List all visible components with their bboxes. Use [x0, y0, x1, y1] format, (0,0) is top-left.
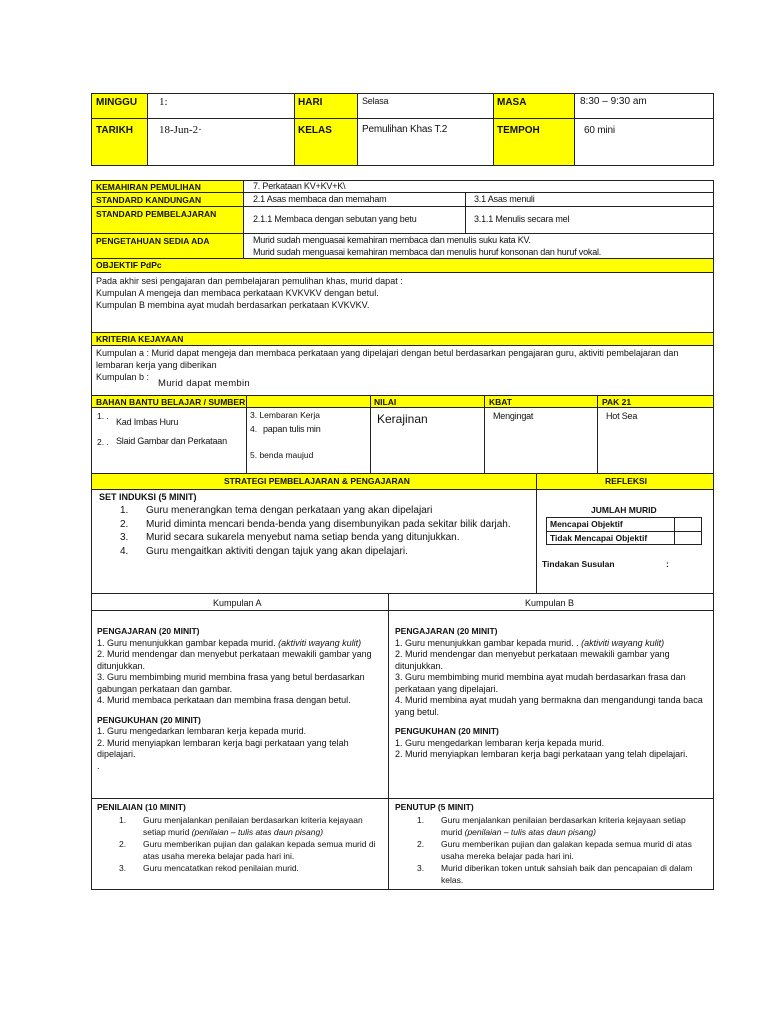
kumpulan-a-pengajaran-title: PENGAJARAN (20 MINIT) — [97, 626, 200, 636]
jumlah-murid-label: JUMLAH MURID — [591, 505, 657, 515]
induksi-item: 1. Guru menerangkan tema dengan perkataan yang akan dipelajari — [120, 505, 433, 516]
standard-kandungan-label: STANDARD KANDUNGAN — [96, 195, 202, 205]
tempoh-label: TEMPOH — [497, 125, 540, 136]
sp-value-2: 3.1.1 Menulis secara mel — [474, 214, 570, 224]
tidak-mencapai-label: Tidak Mencapai Objektif — [550, 533, 648, 543]
kumpulan-b-pengukuhan-title: PENGUKUHAN (20 MINIT) — [395, 726, 499, 736]
kumpulan-b-p3: 3. Guru membimbing murid membina ayat mudah berdasarkan frasa dan perkataan yang dipelajari. — [395, 672, 686, 694]
kumpulan-a-p4: 4. Murid membaca perkataan dan membina frasa dengan betul. — [97, 695, 351, 705]
bbs-item-4-num: 4. — [250, 424, 258, 434]
kelas-label: KELAS — [298, 125, 332, 136]
kbat-label: KBAT — [489, 397, 512, 407]
nilai-value: Kerajinan — [377, 412, 428, 426]
penilaian-item: 2. Guru memberikan pujian dan galakan kepada semua murid di atas usaha mereka belajar pada hari ini. — [119, 839, 376, 861]
kumpulan-b-u1: 1. Guru mengedarkan lembaran kerja kepada murid. — [395, 737, 605, 748]
sk-value-2: 3.1 Asas menuli — [474, 194, 535, 204]
pak21-value: Hot Sea — [606, 411, 638, 421]
kriteria-line-3-label: Kumpulan b : — [96, 372, 150, 382]
set-induksi-title: SET INDUKSI (5 MINIT) — [99, 492, 197, 502]
strategi-label: STRATEGI PEMBELAJARAN & PENGAJARAN — [224, 476, 410, 486]
kumpulan-a-p1: 1. Guru menunjukkan gambar kepada murid. (aktiviti wayang kulit) — [97, 637, 362, 648]
tindakan-susulan-label: Tindakan Susulan — [542, 559, 615, 569]
kumpulan-b-p1: 1. Guru menunjukkan gambar kepada murid. . (aktiviti wayang kulit) — [395, 637, 665, 648]
tidak-mencapai-count-field[interactable] — [676, 533, 700, 543]
masa-label: MASA — [497, 97, 527, 108]
bbs-item-2-num: 2. . — [97, 437, 109, 447]
kumpulan-a-title: Kumpulan A — [213, 598, 262, 608]
tempoh-value: 60 mini — [584, 125, 615, 136]
kbat-value: Mengingat — [493, 411, 534, 421]
kriteria-line-3-value: Murid dapat membin — [158, 378, 250, 389]
tarikh-value: 18-Jun-2· — [159, 124, 202, 136]
bbs-label: BAHAN BANTU BELAJAR / SUMBER — [96, 397, 246, 407]
kumpulan-a-p2: 2. Murid mendengar dan menyebut perkataan mewakili gambar yang ditunjukkan. — [97, 649, 372, 671]
objektif-label: OBJEKTIF PdPc — [96, 260, 162, 270]
hari-value: Selasa — [362, 96, 389, 106]
kumpulan-a-pengajaran — [97, 626, 386, 772]
kelas-value: Pemulihan Khas T.2 — [362, 124, 448, 135]
minggu-value: 1: — [159, 96, 168, 108]
penilaian-item: 3. Guru mencatatkan rekod penilaian murid. — [119, 863, 299, 873]
kriteria-line-2: lembaran kerja yang diberikan — [96, 360, 217, 370]
objektif-line-3: Kumpulan B membina ayat mudah berdasarkan perkataan KVKVKV. — [96, 300, 370, 310]
kumpulan-b-u2: 2. Murid menyiapkan lembaran kerja bagi perkataan yang telah dipelajari. — [395, 749, 688, 759]
sp-value-1: 2.1.1 Membaca dengan sebutan yang betu — [253, 214, 417, 224]
tindakan-susulan-colon: : — [666, 559, 669, 569]
penilaian-title: PENILAIAN (10 MINIT) — [97, 802, 186, 812]
induksi-list — [120, 504, 511, 558]
kumpulan-a-u1: 1. Guru mengedarkan lembaran kerja kepada murid. — [97, 726, 307, 736]
kumpulan-a-u2: 2. Murid menyiapkan lembaran kerja bagi perkataan yang telah dipelajari. — [97, 737, 349, 759]
objektif-line-2: Kumpulan A mengeja dan membaca perkataan KVKVKV dengan betul. — [96, 288, 379, 298]
kriteria-line-1: Kumpulan a : Murid dapat mengeja dan membaca perkataan yang dipelajari dengan betul berdasarkan pengajaran guru, aktiviti pembelajaran dan — [96, 348, 679, 358]
masa-value: 8:30 – 9:30 am — [580, 96, 647, 107]
minggu-label: MINGGU — [96, 97, 138, 108]
induksi-item: 4. Guru mengaitkan aktiviti dengan tajuk yang akan dipelajari. — [120, 545, 408, 557]
penilaian-list — [119, 814, 382, 874]
penilaian-item: 1. Guru menjalankan penilaian berdasarkan kriteria kejayaan setiap murid (penilaian – tulis atas daun pisang) — [119, 815, 363, 837]
penutup-item: 1. Guru menjalankan penilaian berdasarkan kriteria kejayaan setiap murid (penilaian – tulis atas daun pisang) — [417, 815, 686, 837]
standard-pembelajaran-label: STANDARD PEMBELAJARAN — [96, 209, 217, 219]
kumpulan-b-pengajaran-title: PENGAJARAN (20 MINIT) — [395, 626, 498, 636]
refleksi-label: REFLEKSI — [605, 476, 648, 486]
kemahiran-value: 7. Perkataan KV+KV+K\ — [253, 181, 346, 191]
kriteria-label: KRITERIA KEJAYAAN — [96, 334, 184, 344]
induksi-item: 2. Murid diminta mencari benda-benda yang disembunyikan pada sekitar bilik darjah. — [120, 518, 511, 530]
mencapai-label: Mencapai Objektif — [550, 519, 623, 529]
pengetahuan-line-1: Murid sudah menguasai kemahiran membaca dan menulis suku kata KV. — [253, 235, 531, 245]
bbs-item-3: 3. Lembaran Kerja — [250, 410, 320, 420]
objektif-body — [96, 275, 708, 311]
kumpulan-b-p2: 2. Murid mendengar dan menyebut perkataan mewakili gambar yang ditunjukkan. — [395, 649, 670, 671]
kumpulan-b-title: Kumpulan B — [525, 598, 575, 608]
bbs-item-4: papan tulis min — [263, 424, 321, 434]
pengetahuan-label: PENGETAHUAN SEDIA ADA — [96, 236, 210, 246]
bbs-item-5: 5. benda maujud — [250, 450, 314, 460]
bbs-item-1: Kad Imbas Huru — [116, 417, 179, 427]
penutup-item: 3. Murid diberikan token untuk sahsiah baik dan pencapaian di dalam kelas. — [417, 863, 693, 885]
kumpulan-a-pengukuhan-title: PENGUKUHAN (20 MINIT) — [97, 714, 201, 725]
penutup-list — [417, 814, 707, 886]
bbs-item-2: Slaid Gambar dan Perkataan — [116, 436, 227, 446]
kumpulan-b-pengajaran — [395, 626, 705, 761]
penutup-title: PENUTUP (5 MINIT) — [395, 802, 474, 812]
hari-label: HARI — [298, 97, 323, 108]
induksi-item: 3. Murid secara sukarela menyebut nama setiap benda yang ditunjukkan. — [120, 532, 460, 543]
kumpulan-b-p4: 4. Murid membina ayat mudah yang bermakna dan mengandungi tanda baca yang betul. — [395, 695, 703, 717]
pak21-label: PAK 21 — [602, 397, 632, 407]
kumpulan-a-u3: . — [97, 760, 100, 771]
tarikh-label: TARIKH — [96, 125, 134, 136]
bbs-item-1-num: 1. . — [97, 411, 109, 421]
objektif-line-1: Pada akhir sesi pengajaran dan pembelajaran pemulihan khas, murid dapat : — [96, 276, 403, 286]
kumpulan-a-p3: 3. Guru membimbing murid membina frasa yang betul berdasarkan gabungan perkataan dan gambar. — [97, 672, 365, 694]
penutup-item: 2. Guru memberikan pujian dan galakan kepada semua murid di atas usaha mereka belajar pada hari ini. — [417, 839, 692, 861]
kemahiran-label: KEMAHIRAN PEMULIHAN — [96, 182, 201, 192]
mencapai-count-field[interactable] — [676, 519, 700, 529]
sk-value-1: 2.1 Asas membaca dan memaham — [253, 194, 387, 204]
nilai-label: NILAI — [374, 397, 397, 407]
pengetahuan-line-2: Murid sudah menguasai kemahiran membaca dan menulis huruf konsonan dan huruf vokal. — [253, 247, 602, 257]
